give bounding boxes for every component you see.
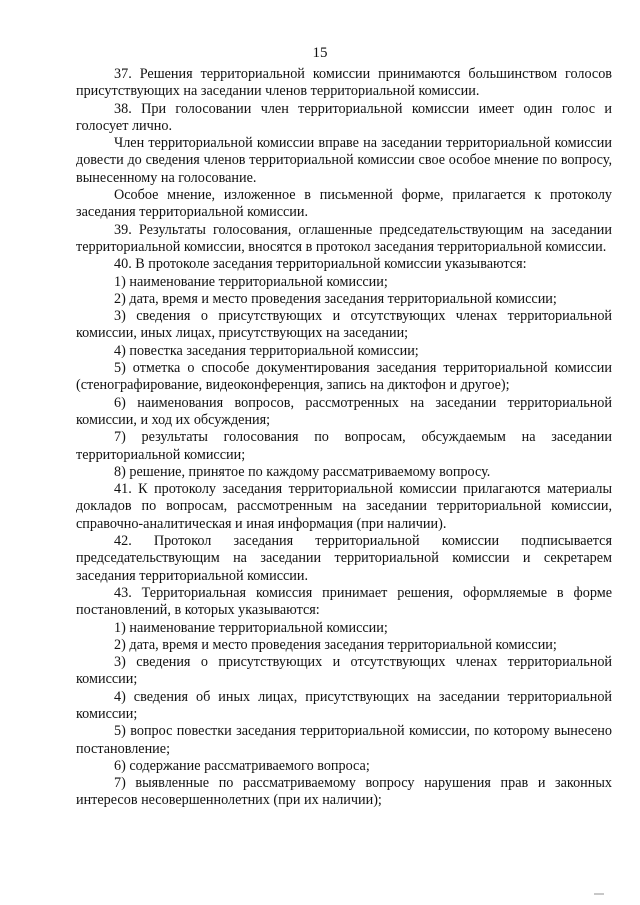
paragraph-42: 42. Протокол заседания территориальной комиссии подписывается председательствующим на заседании территориальной комиссии и секретарем заседания территориальной комиссии. xyxy=(76,533,612,584)
list-item-40-5: 5) отметка о способе документирования заседания территориальной комиссии (стенографирование, видеоконференция, запись на диктофон и другое); xyxy=(76,360,612,394)
list-item-40-3: 3) сведения о присутствующих и отсутствующих членах территориальной комиссии, иных лицах, присутствующих на заседании; xyxy=(76,308,612,342)
paragraph-38: 38. При голосовании член территориальной комиссии имеет один голос и голосует лично. xyxy=(76,100,612,134)
paragraph-written-dissent: Особое мнение, изложенное в письменной форме, прилагается к протоколу заседания территориальной комиссии. xyxy=(76,187,612,221)
paragraph-41: 41. К протоколу заседания территориальной комиссии прилагаются материалы докладов по вопросам, рассмотренным на заседании территориальной комиссии, справочно-аналитическая и иная информация (при наличии). xyxy=(76,481,612,532)
list-item-43-5: 5) вопрос повестки заседания территориальной комиссии, по которому вынесено постановление; xyxy=(76,723,612,757)
list-item-40-1: 1) наименование территориальной комиссии; xyxy=(114,273,388,290)
list-item-43-6: 6) содержание рассматриваемого вопроса; xyxy=(114,757,370,774)
paragraph-member-dissent: Член территориальной комиссии вправе на заседании территориальной комиссии довести до сведения членов территориальной комиссии свое особое мнение по вопросу, вынесенному на голосование. xyxy=(76,135,612,186)
list-item-43-3: 3) сведения о присутствующих и отсутствующих членах территориальной комиссии; xyxy=(76,654,612,688)
paragraph-40: 40. В протоколе заседания территориальной комиссии указываются: xyxy=(114,256,527,273)
list-item-40-8: 8) решение, принятое по каждому рассматриваемому вопросу. xyxy=(114,463,491,480)
list-item-43-2: 2) дата, время и место проведения заседания территориальной комиссии; xyxy=(114,636,557,653)
scan-artifact-mark xyxy=(594,893,604,895)
document-body xyxy=(76,66,612,810)
paragraph-37: 37. Решения территориальной комиссии принимаются большинством голосов присутствующих на заседании членов территориальной комиссии. xyxy=(76,66,612,100)
list-item-40-6: 6) наименования вопросов, рассмотренных на заседании территориальной комиссии, и ход их обсуждения; xyxy=(76,394,612,428)
paragraph-43: 43. Территориальная комиссия принимает решения, оформляемые в форме постановлений, в которых указываются: xyxy=(76,584,612,619)
list-item-43-4: 4) сведения об иных лицах, присутствующих на заседании территориальной комиссии; xyxy=(76,688,612,722)
list-item-40-2: 2) дата, время и место проведения заседания территориальной комиссии; xyxy=(114,290,557,307)
paragraph-39: 39. Результаты голосования, оглашенные председательствующим на заседании территориальной комиссии, вносятся в протокол заседания территориальной комиссии. xyxy=(76,221,612,255)
list-item-40-4: 4) повестка заседания территориальной комиссии; xyxy=(114,342,419,359)
page-number: 15 xyxy=(312,45,328,61)
list-item-40-7: 7) результаты голосования по вопросам, обсуждаемым на заседании территориальной комиссии; xyxy=(76,429,612,463)
list-item-43-7: 7) выявленные по рассматриваемому вопросу нарушения прав и законных интересов несовершеннолетних (при их наличии); xyxy=(76,775,612,809)
list-item-43-1: 1) наименование территориальной комиссии; xyxy=(114,619,388,636)
